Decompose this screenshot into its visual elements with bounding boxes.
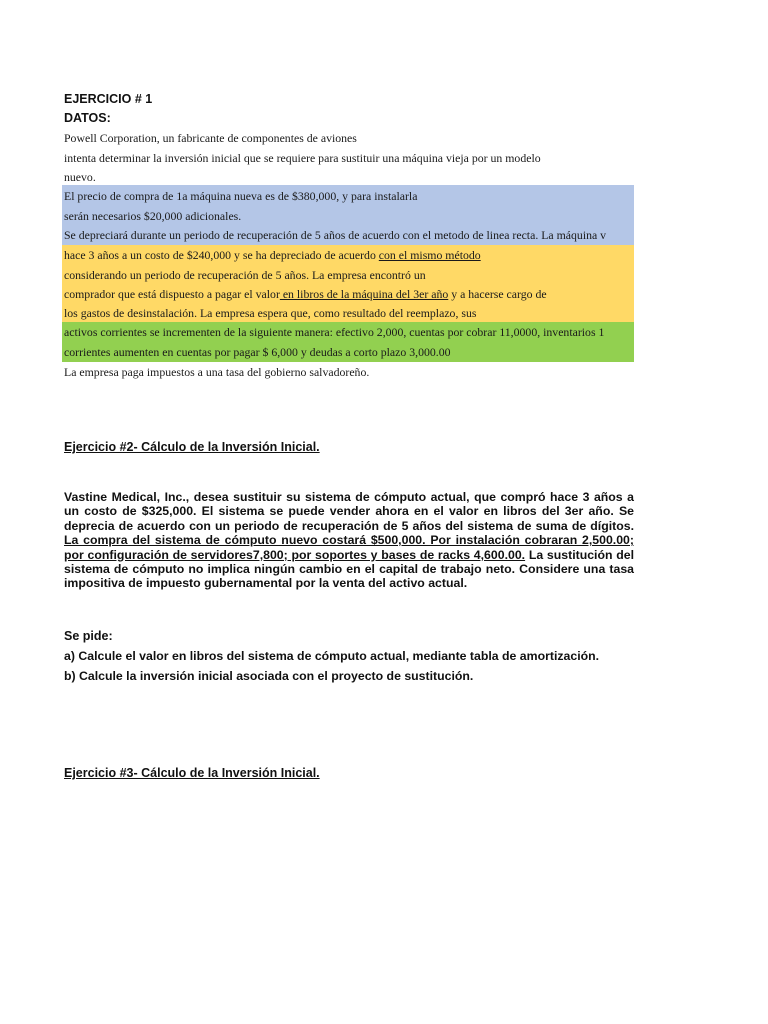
ex1-yellow-line-3-text-c: y a hacerse cargo de	[448, 287, 547, 301]
question-b: b) Calcule la inversión inicial asociada con el proyecto de sustitución.	[64, 669, 474, 683]
ex1-blue-line-2: serán necesarios $20,000 adicionales.	[64, 209, 242, 223]
exercise-2-paragraph	[64, 490, 634, 591]
ex1-yellow-line-4: los gastos de desinstalación. La empresa espera que, como resultado del reemplazo, sus	[64, 306, 477, 320]
ex1-line-1: Powell Corporation, un fabricante de componentes de aviones	[64, 131, 357, 145]
ex2-paragraph-underlined: La compra del sistema de cómputo nuevo costará $500,000. Por instalación cobraran 2,500.00; por configuración de servidores7,800; por soportes y bases de racks 4,600.00.	[64, 533, 634, 562]
se-pide-label: Se pide:	[64, 629, 113, 643]
ex2-paragraph-part-a: Vastine Medical, Inc., desea sustituir su sistema de cómputo actual, que compró hace 3 años a un costo de $325,000. El sistema se puede vender ahora en el valor en libros del 3er año. Se deprecia de acuerdo con un periodo de recuperación de 5 años del sistema de suma de dígitos.	[64, 490, 634, 533]
ex1-last-line: La empresa paga impuestos a una tasa del gobierno salvadoreño.	[64, 365, 370, 379]
exercise-1-title: EJERCICIO # 1	[64, 92, 153, 106]
ex1-yellow-line-1-text: hace 3 años a un costo de $240,000 y se ha depreciado de acuerdo	[64, 248, 379, 262]
ex1-yellow-line-2: considerando un periodo de recuperación de 5 años. La empresa encontró un	[64, 268, 426, 282]
mismo-metodo-underlined: con el mismo método	[378, 248, 481, 262]
ex1-yellow-line-1	[64, 248, 481, 263]
ex2-paragraph-part-c: La sustitución del sistema de cómputo no implica ningún cambio en el capital de trabajo neto. Considere una tasa impositiva de impuesto gubernamental por la venta del activo actual.	[64, 547, 634, 591]
datos-label: DATOS:	[64, 111, 111, 125]
ex1-line-2: intenta determinar la inversión inicial que se requiere para sustituir una máquina vieja por un modelo	[64, 151, 541, 165]
valor-libros-underlined: en libros de la máquina del 3er año	[279, 287, 449, 301]
ex1-blue-line-3: Se depreciará durante un periodo de recuperación de 5 años de acuerdo con el metodo de linea recta. La máquina v	[64, 228, 607, 242]
ex1-line-3: nuevo.	[64, 170, 96, 184]
ex1-yellow-line-3-text-a: comprador que está dispuesto a pagar el valor	[64, 287, 280, 301]
ex1-green-line-1: activos corrientes se incrementen de la siguiente manera: efectivo 2,000, cuentas por cobrar 11,0000, inventarios 1	[64, 325, 605, 339]
ex1-blue-line-1: El precio de compra de 1a máquina nueva es de $380,000, y para instalarla	[64, 189, 418, 203]
exercise-3-title: Ejercicio #3- Cálculo de la Inversión Inicial.	[64, 766, 320, 780]
question-a: a) Calcule el valor en libros del sistema de cómputo actual, mediante tabla de amortización.	[64, 649, 600, 663]
exercise-2-title: Ejercicio #2- Cálculo de la Inversión Inicial.	[64, 440, 320, 454]
ex1-yellow-line-3	[64, 287, 547, 302]
ex1-green-line-2: corrientes aumenten en cuentas por pagar $ 6,000 y deudas a corto plazo 3,000.00	[64, 345, 451, 359]
